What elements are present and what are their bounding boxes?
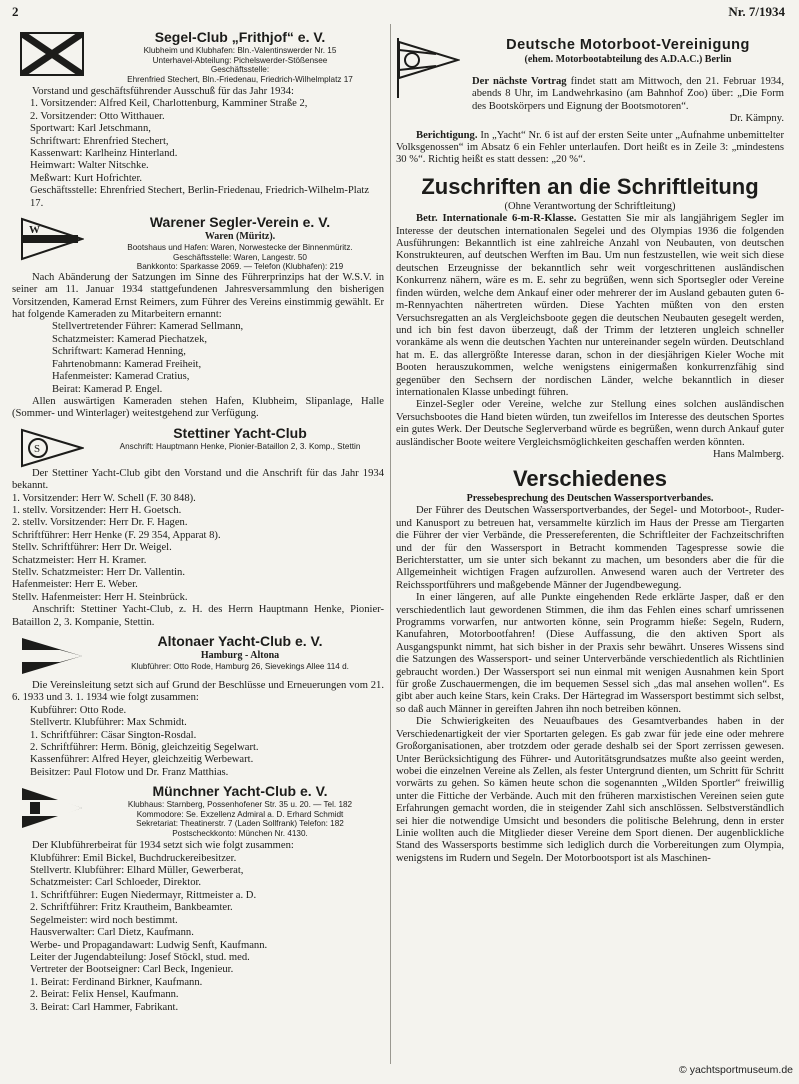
board-list: 1. Vorsitzender: Herr W. Schell (F. 30 848). 1. stellv. Vorsitzender: Herr H. Goetsch. 2. stellv. Vorsitzender: Herr Dr. F. Hagen. Schriftführer: Herr Henke (F. 29 354, Apparat 8). Stellv. Schriftführer: Herr Dr. Weigel. Schatzmeister: Herr H. Kramer. Stellv. Schatzmeister: Herr Dr. Vallentin. Hafenmeister: Herr E. Weber. Stellv. Hafenmeister: Herr H. Steinbrück. — [12, 492, 221, 603]
pennant-flag-icon — [20, 636, 84, 676]
column-divider — [390, 24, 391, 1064]
section-title: Zuschriften an die Schriftleitung — [421, 173, 759, 199]
club-title: Warener Segler-Verein e. V. — [149, 214, 331, 231]
board-list: Kubführer: Otto Rode. Stellvertr. Klubführer: Max Schmidt. 1. Schriftführer: Cäsar Sington-Rosdal. 2. Schriftführer: Herm. Bönig, gleichzeitig Segelwart. Kassenführer: Alfred Heyer, gleichzeitig Werbewart. Beisitzer: Paul Flotow und Dr. Franz Matthias. — [30, 704, 259, 778]
lecture-notice: Der nächste Vortrag findet statt am Mittwoch, den 21. Februar 1934, abends 8 Uhr, im Landwehrkasino (am Bahnhof Zoo) über: „Die Form des Bootskörpers und Eignung der Bootsmotoren“. — [472, 76, 784, 112]
watermark: © yachtsportmuseum.de — [679, 1064, 793, 1076]
issue-number: Nr. 7/1934 — [728, 4, 785, 19]
right-column — [396, 36, 784, 865]
correction-notice: Berichtigung. In „Yacht“ Nr. 6 ist auf der ersten Seite unter „Aufnahme unbemittelter Volksgenossen“ im Absatz 6 ein Fehler unterlaufen. Dort heißt es in Zeile 3: „mindestens 30 %“. Richtig heißt es statt dessen: „20 %“. — [396, 129, 784, 166]
club-warener: W Warener Segler-Verein e. V. Waren (Müritz). Bootshaus und Hafen: Waren, Norwestecke der Binnenmüritz. Geschäftsstelle: Waren, Langestr. 50 Bankkonto: Sparkasse 2069. — Telefon (Klubhafen): 219 Nach Abänderung der Satzungen im Sinne des Führerprinzips hat der W.S.V. in seiner am 11. Januar 1934 stattgefundenen Jahresversammlung den bisherigen Vorsitzenden, Kamerad Ernst Reimers, zum Führer des Vereins einstimmig gewählt. Er hat folgende Kameraden zu Mitarbeitern ernannt: Stellvertretender Führer: Kamerad Sellmann, Schatzmeister: Kamerad Piechatzek, Schriftwart: Kamerad Henning, Fahrtenobmann: Kamerad Freiheit, Hafenmeister: Kamerad Cratius, Beirat: Kamerad P. Engel. Allen auswärtigen Kameraden stehen Hafen, Klubheim, Slipanlage, Halle (Sommer- und Winterlager) weitestgehend zur Verfügung. — [12, 214, 384, 420]
board-list: 1. Vorsitzender: Alfred Keil, Charlottenburg, Kamminer Straße 2, 2. Vorsitzender: Otto Witthauer. Sportwart: Karl Jetschmann, Schriftwart: Ehrenfried Stechert, Kassenwart: Karlheinz Hinterland. Heimwart: Walter Nitschke. Meßwart: Kurt Hofrichter. Geschäftsstelle: Ehrenfried Stechert, Berlin-Friedenau, Friedrich-Wilhelm-Platz 17. — [30, 98, 370, 209]
club-altonaer: Altonaer Yacht-Club e. V. Hamburg - Altona Klubführer: Otto Rode, Hamburg 26, Sievekings Allee 114 d. Die Vereinsleitung setzt sich auf Grund der Beschlüsse und Erneuerungen vom 21. 6. 1933 und 3. 1. 1934 wie folgt zusammen: Kubführer: Otto Rode. Stellvertr. Klubführer: Max Schmidt. 1. Schriftführer: Cäsar Sington-Rosdal. 2. Schriftführer: Herm. Bönig, gleichzeitig Segelwart. Kassenführer: Alfred Heyer, gleichzeitig Werbewart. Beisitzer: Paul Flotow und Dr. Franz Matthias. — [12, 633, 384, 778]
burgee-flag-icon — [20, 32, 84, 76]
pennant-flag-icon — [20, 428, 84, 468]
club-motorboot: Deutsche Motorboot-Vereinigung (ehem. Motorbootabteilung des A.D.A.C.) Berlin Der nächste Vortrag findet statt am Mittwoch, den 21. Februar 1934, abends 8 Uhr, im Landwehrkasino (am Bahnhof Zoo) über: „Die Form des Bootskörpers und Eignung der Bootsmotoren“. Dr. Kämpny. Berichtigung. In „Yacht“ Nr. 6 ist auf der ersten Seite unter „Aufnahme unbemittelter Volksgenossen“ im Absatz 6 ein Fehler unterlaufen. Dort heißt es in Zeile 3: „mindestens 30 %“. Richtig heißt es statt dessen: „20 %“. — [396, 37, 784, 166]
motorboat-flag-icon — [396, 38, 460, 98]
club-title: Stettiner Yacht-Club — [173, 424, 307, 441]
left-column — [12, 28, 384, 1017]
page-number: 2 — [12, 4, 19, 19]
misc-section: Verschiedenes Pressebesprechung des Deutschen Wassersportverbandes. Der Führer des Deutschen Wassersportverbandes, der Segel- und Motorboot-, Ruder- und Kanusport zu betreuen hat, versammelte kürzlich im Haus der Presse am Tiergarten die Führer der vier Verbände, die Pressereferenten, die Schriftleiter der Fachzeitschriften und der für den Wassersport in Betracht kommenden Tagespresse sowie die Berichterstatter, um sie unter sich bekannt zu machen, um besonders aber die für die Allgemeinheit wichtigen Fragen aufzurollen. Anwesend waren auch der Vertreter des Reichssportführers und maßgebende Männer der Jugendbewegung. In einer längeren, auf alle Punkte eingehenden Rede erklärte Jasper, daß er den verschiedentlich laut gewordenen Stimmen, die ihm das Fehlen eines scharf umrissenen Programms vorwarfen, nur antworten könne, sein Programm hieße: Segeln, Rudern, Kanufahren, Motorbootfahren! (Diese Auffassung, die den aktiven Sport als Ausgangspunkt nimmt, hat sich bisher in der Praxis sehr bewährt. Unseres Wissens sind die Satzungen des Wassersport- und seiner Unterverbände verschiedentlich als Richtlinien gebraucht worden.) Der Wassersport sei nun einmal mit wenigen Ausnahmen kein Sport für große Zuschauermengen, die im bequemen Sessel sich „das mal ansehen wollen“. Es gibt aber auch keine Stars, kein Craks. Der Härtegrad im Wassersport bestimmt sich selbst, so daß auch Männer in gereiften Jahren ihn noch betreiben können. Die Schwierigkeiten des Neuaufbaues des Gesamtverbandes haben in der Verschiedenartigkeit der vier Sportarten gelegen. Es gab zwar für jede eine oder mehrere Großorganisationen, aber trotzdem oder gerade deshalb sei der Sport zerrissen gewesen. Unter Berücksichtigung des Führer- und Autoritätsgrundsatzes mußte also geeint werden, wobei die einzelnen Vereine als Zellen, als fester Untergrund dienten, um Schritt für Schritt vorwärts zu gehen. So kämen heute schon die sogenannten „Wilden Sportler“ freiwillig unter die Fittiche der Verbände. Auch mit den früheren marxistischen Vereinen seien gute Erfahrungen gemacht worden, die in steigender Zahl sich anschlössen. Selbstverständlich sei hier die notwendige Umsicht und besonders die politische Belehrung, denn in erster Linie wollten auch die Mitglieder dieser Vereine dem Sport dienen. Der augenblickliche Stand des Wassersports bestimme sich lediglich durch die Vorbereitungen zum Olympia, wenigstens im Rudern und Segeln. Der Motorbootsport ist als Maschinen- — [396, 466, 784, 864]
board-list: Klubführer: Emil Bickel, Buchdruckereibesitzer. Stellvertr. Klubführer: Elhard Müller, Gewerberat, Schatzmeister: Carl Schloeder, Direktor. 1. Schriftführer: Eugen Niedermayr, Rittmeister a. D. 2. Schriftführer: Fritz Krautheim, Bankbeamter. Segelmeister: wird noch bestimmt. Hausverwalter: Carl Dietz, Kaufmann. Werbe- und Propagandawart: Ludwig Senft, Kaufmann. Leiter der Jugendabteilung: Josef Stöckl, stud. med. Vertreter der Bootseigner: Carl Beck, Ingenieur. 1. Beirat: Ferdinand Birkner, Kaufmann. 2. Beirat: Felix Hensel, Kaufmann. 3. Beirat: Carl Hammer, Fabrikant. — [30, 852, 268, 1013]
club-title: Münchner Yacht-Club e. V. — [152, 783, 328, 800]
pennant-flag-icon — [20, 217, 84, 261]
section-title: Verschiedenes — [512, 466, 668, 492]
pennant-flag-icon — [20, 786, 84, 830]
svg-text:W: W — [29, 224, 40, 237]
club-title: Segel-Club „Frithjof“ e. V. — [154, 29, 326, 45]
club-title: Altonaer Yacht-Club e. V. — [157, 633, 323, 649]
club-frithjof: Segel-Club „Frithjof“ e. V. Klubheim und Klubhafen: Bln.-Valentinswerder Nr. 15 Unterhavel-Abteilung: Pichelswerder-Stößensee Geschäftsstelle: Ehrenfried Stechert, Bln.-Friedenau, Friedrich-Wilhelmplatz 17 Vorstand und geschäftsführender Ausschuß für das Jahr 1934: 1. Vorsitzender: Alfred Keil, Charlottenburg, Kamminer Straße 2, 2. Vorsitzender: Otto Witthauer. Sportwart: Karl Jetschmann, Schriftwart: Ehrenfried Stechert, Kassenwart: Karlheinz Hinterland. Heimwart: Walter Nitschke. Meßwart: Kurt Hofrichter. Geschäftsstelle: Ehrenfried Stechert, Berlin-Friedenau, Friedrich-Wilhelm-Platz 17. — [12, 28, 384, 210]
club-stettiner: S Stettiner Yacht-Club Anschrift: Hauptmann Henke, Pionier-Bataillon 2, 3. Komp., Stettin Der Stettiner Yacht-Club gibt den Vorstand und die Anschrift für das Jahr 1934 bekannt. 1. Vorsitzender: Herr W. Schell (F. 30 848). 1. stellv. Vorsitzender: Herr H. Goetsch. 2. stellv. Vorsitzender: Herr Dr. F. Hagen. Schriftführer: Herr Henke (F. 29 354, Apparat 8). Stellv. Schriftführer: Herr Dr. Weigel. Schatzmeister: Herr H. Kramer. Stellv. Schatzmeister: Herr Dr. Vallentin. Hafenmeister: Herr E. Weber. Stellv. Hafenmeister: Herr H. Steinbrück. Anschrift: Stettiner Yacht-Club, z. H. des Herrn Hauptmann Henke, Pionier-Bataillon 2, 3. Kompanie, Stettin. — [12, 424, 384, 628]
letters-section: Zuschriften an die Schriftleitung (Ohne Verantwortung der Schriftleitung) Betr. Internationale 6-m-R-Klasse. Gestatten Sie mir als langjährigem Segler im Interesse der deutschen internationalen Segelei und des Olympias 1936 die folgenden Ausführungen: Bekanntlich ist eine zahlreiche Anzahl von Neubauten, von deutschen Konstrukteuren, auf deutschen Werften im Bau. Um nun festzustellen, wie weit sich diese deutschen Erzeugnisse der bekanntlich sehr weit vorgeschrittenen ausländischen Konkurrenz nähern, wäre es m. E. sehr zu begrüßen, wenn sich Sportsegler oder Vereine finden würden, welche dem Ankauf einer oder mehrerer der im Ausland gebauten guten 6-m-Rennyachten nähertreten würden. Diese Yachten müßten von den ersten Versuchsregatten an als Vergleichsboote gegen die deutschen Neubauten gesegelt werden, und ich bin fest davon überzeugt, daß der Trimm der letzteren ungleich schneller vorankäme als wenn die deutschen Yachten nur untereinander segeln würden. Deutschland hat m. E. das allergrößte Interesse daran, schon in der diesjährigen Kieler Woche mit Booten herauszukommen, welche wenigstens einigermaßen konkurrenzfähig sind gegenüber den Sechsern der nordischen Länder, welche bekanntlich in dieser internationalen Klasse unbedingt führen. Einzel-Segler oder Vereine, welche zur Stellung eines solchen ausländischen Versuchsbootes die Hand bieten würden, tun zweifellos im Interesse des deutschen Sportes ein gutes Werk. Der Deutsche Seglerverband würde es begrüßen, wenn durch Ankauf guter ausländischer Boote weitere Vergleichsmöglichkeiten geschaffen werden könnten. Hans Malmberg. — [396, 173, 784, 460]
club-muenchner: Münchner Yacht-Club e. V. Klubhaus: Starnberg, Possenhofener Str. 35 u. 20. — Tel. 182 Kommodore: Se. Exzellenz Admiral a. D. Erhard Schmidt Sekretariat: Theatinerstr. 7 (Laden Sollfrank) Telefon: 182 Postscheckkonto: München Nr. 4130. Der Klubführerbeirat für 1934 setzt sich wie folgt zusammen: Klubführer: Emil Bickel, Buchdruckereibesitzer. Stellvertr. Klubführer: Elhard Müller, Gewerberat, Schatzmeister: Carl Schloeder, Direktor. 1. Schriftführer: Eugen Niedermayr, Rittmeister a. D. 2. Schriftführer: Fritz Krautheim, Bankbeamter. Segelmeister: wird noch bestimmt. Hausverwalter: Carl Dietz, Kaufmann. Werbe- und Propagandawart: Ludwig Senft, Kaufmann. Leiter der Jugendabteilung: Josef Stöckl, stud. med. Vertreter der Bootseigner: Carl Beck, Ingenieur. 1. Beirat: Ferdinand Birkner, Kaufmann. 2. Beirat: Felix Hensel, Kaufmann. 3. Beirat: Carl Hammer, Fabrikant. — [12, 782, 384, 1014]
board-list: Stellvertretender Führer: Kamerad Sellmann, Schatzmeister: Kamerad Piechatzek, Schriftwart: Kamerad Henning, Fahrtenobmann: Kamerad Freiheit, Hafenmeister: Kamerad Cratius, Beirat: Kamerad P. Engel. — [52, 321, 244, 395]
club-title: Deutsche Motorboot-Vereinigung — [506, 37, 750, 53]
svg-text:S: S — [34, 442, 41, 455]
